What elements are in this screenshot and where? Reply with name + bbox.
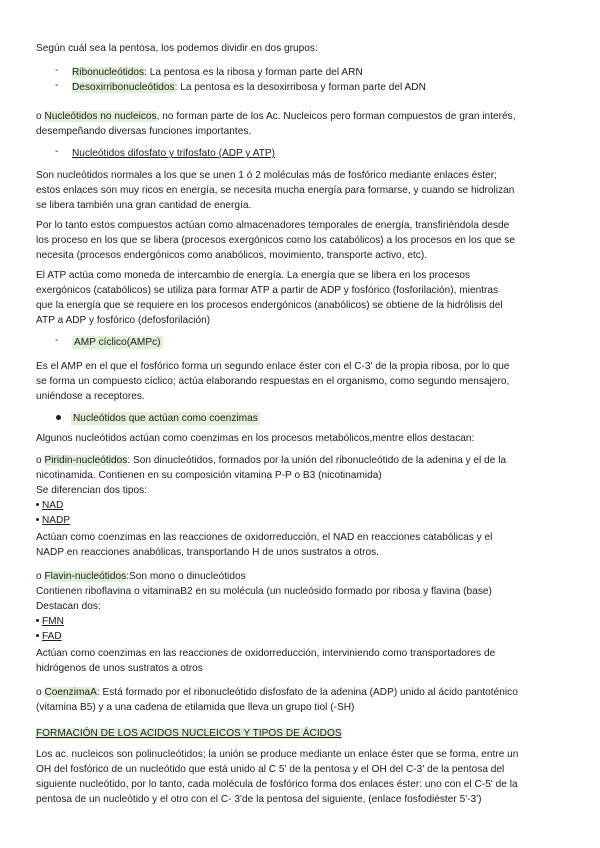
list-item-ribonucleotidos: Ribonucleótidos: La pentosa es la ribosa y forman parte del ARN: [72, 67, 363, 78]
term-highlight: Desoxirribonucleótidos: [72, 82, 175, 93]
list-item-fad: FAD: [36, 629, 564, 644]
list-item-nadp: NADP: [36, 513, 564, 528]
no-nucleicos-paragraph: o Nucleótidos no nucleicos, no forman parte de los Ac. Nucleicos pero forman compuestos de gran interés, desempeñando diversas funciones importantes.: [36, 111, 516, 137]
paragraph-piridin-funcion: Actúan como coenzimas en las reacciones de oxidorreducción, el NAD en reacciones catabólicas y el NADP en reacciones anabólicas, transportando H de unos sustratos a otros.: [36, 532, 493, 558]
term-highlight: CoenzimaA: [44, 687, 97, 698]
intro-text: Según cuál sea la pentosa, los podemos dividir en dos grupos:: [36, 43, 318, 54]
bullet-dot: [36, 503, 39, 506]
coenzimas-intro: Algunos nucleótidos actúan como coenzimas en los procesos metabólicos,mentre ellos destacan:: [36, 433, 475, 444]
paragraph-almacenadores: Por lo tanto estos compuestos actúan como almacenadores temporales de energía, transfiriéndola desde los proceso en los que se libera (procesos exergónicos como los catabólicos) a los procesos en los que se necesita (procesos endergónicos como anabólicos, movimiento, transporte activo, etc).: [36, 220, 516, 261]
section-heading: FORMACIÓN DE LOS ACIDOS NUCLEICOS Y TIPOS DE ÁCIDOS: [36, 728, 342, 739]
dash-marker: -: [55, 335, 59, 346]
term-highlight: Flavin-nucleótidos: [44, 571, 127, 582]
piridin-section: o Piridin-nucleótidos: Son dinucleótidos, formados por la unión del ribonucleótido de la adenina y el de la nicotinamida. Contienen en su composición vitamina P-P o B3 (nicotinamida) Se diferencian dos tipos: NAD NADP: [36, 453, 564, 528]
paragraph-atp: El ATP actúa como moneda de intercambio de energía. La energía que se libera en los procesos exergónicos (catabólicos) se utiliza para formar ATP a partir de ADP y fosfórico (fosforilación), mientras que la energía que se requiere en los procesos endergónicos (anabólicos) se obtiene de la hidrólisis del ATP a ADP y fosfórico (defosforilación): [36, 270, 503, 326]
paragraph-flavin-funcion: Actúan como coenzimas en las reacciones de oxidorreducción, interviniendo como transportadores de hidrógenos de unos sustratos a otros: [36, 648, 496, 674]
bullet-dot: [36, 619, 39, 622]
bullet-dot: [56, 415, 61, 420]
bullet-dot: [36, 634, 39, 637]
dash-marker: -: [55, 65, 59, 76]
dash-marker: -: [55, 80, 59, 91]
term-highlight: Piridin-nucleótidos: [44, 455, 128, 466]
paragraph-formacion: Los ac. nucleicos son polinucleótidos; la unión se produce mediante un enlace éster que se forma, entre un OH del fosfórico de un nucleótido que está unido al C 5' de la pentosa y el OH del C-3' de la pentosa del siguiente nucleótido, por lo tanto, cada molécula de fosfórico forma dos enlaces éster: uno con el C-5' de la pentosa de un nucleótido y el otro con el C- 3'de la pentosa del siguiente, (enlace fosfodiéster 5'-3'): [36, 749, 519, 805]
list-item-nad: NAD: [36, 498, 564, 513]
paragraph-nucleotidos-normales: Son nucleótidos normales a los que se unen 1 ó 2 moléculas más de fosfórico mediante enlaces éster; estos enlaces son muy ricos en energía, se necesita mucha energía para formarse, y cuando se hidrolizan se libera también una gran cantidad de energía.: [36, 170, 515, 211]
term-highlight: Nucleótidos no nucleicos: [44, 111, 157, 122]
coenzima-a-section: o CoenzimaA: Está formado por el ribonucleótido disfosfato de la adenina (ADP) unido al ácido pantoténico (vitamina B5) y a una cadena de etilamida que lleva un grupo tiol (-SH): [36, 687, 518, 713]
paragraph-amp: Es el AMP en el que el fosfórico forma un segundo enlace éster con el C-3' de la propia ribosa, por lo que se forma un compuesto cíclico; actúa elaborando respuestas en el organismo, como segundo mensajero, uniéndose a receptores.: [36, 361, 510, 402]
term-highlight: Ribonucleótidos: [72, 67, 145, 78]
subtitle-difosfato: Nucleótidos difosfato y trifosfato (ADP y ATP): [72, 148, 276, 159]
subtitle-amp-ciclico: AMP cíclico(AMPc): [74, 337, 161, 348]
subtitle-coenzimas: Nucleótidos que actúan como coenzimas: [56, 411, 556, 426]
list-item-fmn: FMN: [36, 614, 564, 629]
dash-marker: -: [55, 146, 59, 157]
list-item-desoxirribonucleotidos: Desoxirribonucleótidos: La pentosa es la desoxirribosa y forman parte del ADN: [72, 82, 426, 93]
flavin-section: o Flavin-nucleótidos:Son mono o dinucleótidos Contienen riboflavina o vitaminaB2 en su molécula (un nucleósido formado por ribosa y flavina (base) Destacan dos: FMN FAD: [36, 569, 564, 644]
bullet-dot: [36, 518, 39, 521]
